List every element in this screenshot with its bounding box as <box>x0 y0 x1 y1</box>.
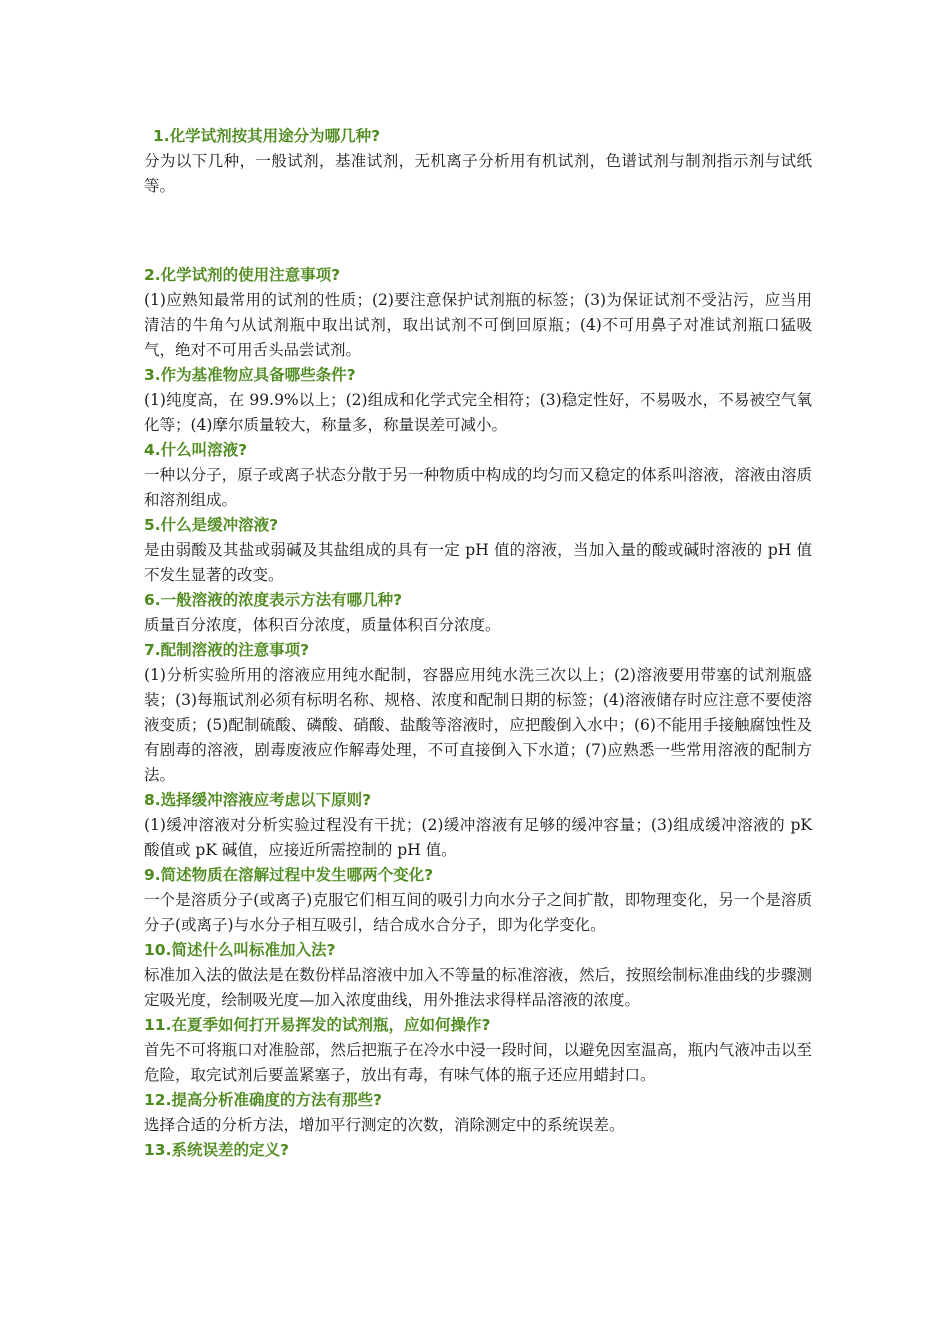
qa-item-3 <box>144 363 812 438</box>
answer-text: 一种以分子，原子或离子状态分散于另一种物质中构成的均匀而又稳定的体系叫溶液，溶液由溶质和溶剂组成。 <box>144 466 812 509</box>
qa-item-10 <box>144 938 812 1013</box>
question-heading: 1.化学试剂按其用途分为哪几种? <box>153 127 381 145</box>
answer-text: (1)分析实验所用的溶液应用纯水配制，容器应用纯水洗三次以上；(2)溶液要用带塞的试剂瓶盛装；(3)每瓶试剂必须有标明名称、规格、浓度和配制日期的标签；(4)溶液储存时应注意不要使溶液变质；(5)配制硫酸、磷酸、硝酸、盐酸等溶液时，应把酸倒入水中；(6)不能用手接触腐蚀性及有剧毒的溶液，剧毒废液应作解毒处理，不可直接倒入下水道；(7)应熟悉一些常用溶液的配制方法。 <box>144 666 812 784</box>
qa-item-6 <box>144 588 812 638</box>
qa-item-1 <box>144 124 812 199</box>
question-heading: 13.系统误差的定义? <box>144 1141 289 1159</box>
blank-space <box>144 199 812 263</box>
question-heading: 7.配制溶液的注意事项? <box>144 641 310 659</box>
qa-item-7 <box>144 638 812 788</box>
qa-item-2 <box>144 263 812 363</box>
answer-text: (1)缓冲溶液对分析实验过程没有干扰；(2)缓冲溶液有足够的缓冲容量；(3)组成缓冲溶液的 pK 酸值或 pK 碱值，应接近所需控制的 pH 值。 <box>144 816 812 859</box>
question-heading: 12.提高分析准确度的方法有那些? <box>144 1091 382 1109</box>
answer-text: 首先不可将瓶口对准脸部，然后把瓶子在冷水中浸一段时间，以避免因室温高，瓶内气液冲击以至危险，取完试剂后要盖紧塞子，放出有毒，有味气体的瓶子还应用蜡封口。 <box>144 1041 812 1084</box>
question-heading: 6.一般溶液的浓度表示方法有哪几种? <box>144 591 403 609</box>
question-heading: 2.化学试剂的使用注意事项? <box>144 266 341 284</box>
qa-item-13 <box>144 1138 812 1163</box>
question-heading: 10.简述什么叫标准加入法? <box>144 941 336 959</box>
qa-item-8 <box>144 788 812 863</box>
answer-text: (1)纯度高，在 99.9%以上；(2)组成和化学式完全相符；(3)稳定性好，不易吸水，不易被空气氧化等；(4)摩尔质量较大，称量多，称量误差可减小。 <box>144 391 812 434</box>
document-content <box>144 124 812 1163</box>
question-heading: 9.简述物质在溶解过程中发生哪两个变化? <box>144 866 434 884</box>
answer-text: 质量百分浓度，体积百分浓度，质量体积百分浓度。 <box>144 616 501 634</box>
question-heading: 3.作为基准物应具备哪些条件? <box>144 366 356 384</box>
answer-text: 一个是溶质分子(或离子)克服它们相互间的吸引力向水分子之间扩散，即物理变化，另一个是溶质分子(或离子)与水分子相互吸引，结合成水合分子，即为化学变化。 <box>144 891 812 934</box>
qa-item-11 <box>144 1013 812 1088</box>
qa-item-9 <box>144 863 812 938</box>
answer-text: 是由弱酸及其盐或弱碱及其盐组成的具有一定 pH 值的溶液，当加入量的酸或碱时溶液的 pH 值不发生显著的改变。 <box>144 541 812 584</box>
answer-text: 标准加入法的做法是在数份样品溶液中加入不等量的标准溶液，然后，按照绘制标准曲线的步骤测定吸光度，绘制吸光度—加入浓度曲线，用外推法求得样品溶液的浓度。 <box>144 966 812 1009</box>
answer-text: (1)应熟知最常用的试剂的性质；(2)要注意保护试剂瓶的标签；(3)为保证试剂不受沾污，应当用清洁的牛角勺从试剂瓶中取出试剂，取出试剂不可倒回原瓶；(4)不可用鼻子对准试剂瓶口猛吸气，绝对不可用舌头品尝试剂。 <box>144 291 812 359</box>
question-heading: 11.在夏季如何打开易挥发的试剂瓶，应如何操作? <box>144 1016 491 1034</box>
question-heading: 5.什么是缓冲溶液? <box>144 516 279 534</box>
qa-item-12 <box>144 1088 812 1138</box>
question-heading: 8.选择缓冲溶液应考虑以下原则? <box>144 791 372 809</box>
answer-text: 选择合适的分析方法，增加平行测定的次数，消除测定中的系统误差。 <box>144 1116 625 1134</box>
answer-text: 分为以下几种，一般试剂，基准试剂，无机离子分析用有机试剂，色谱试剂与制剂指示剂与试纸等。 <box>144 152 812 195</box>
question-heading: 4.什么叫溶液? <box>144 441 248 459</box>
qa-item-5 <box>144 513 812 588</box>
qa-item-4 <box>144 438 812 513</box>
